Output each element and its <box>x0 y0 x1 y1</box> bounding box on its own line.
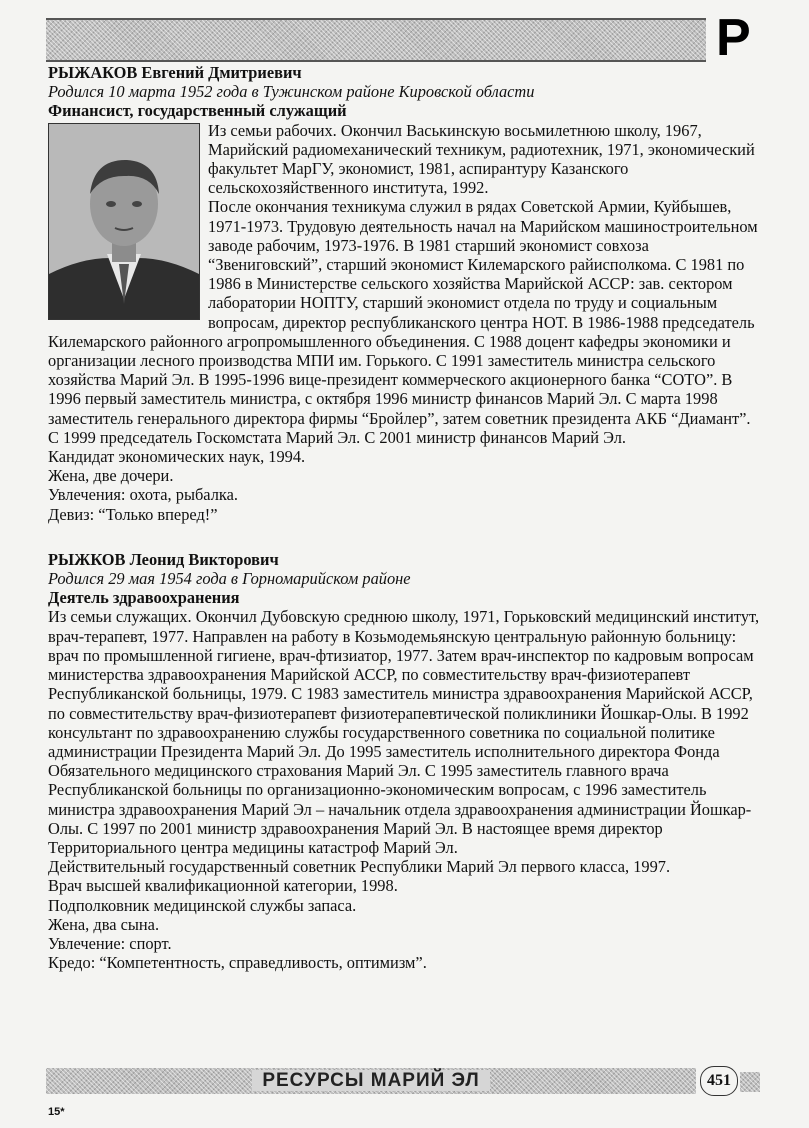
entry-title: Деятель здравоохранения <box>48 588 240 608</box>
entry-paragraph: Увлечение: спорт. <box>48 933 172 953</box>
entry-paragraph: Действительный государственный советник Республики Марий Эл первого класса, 1997. <box>48 857 671 877</box>
signature-mark: 15* <box>48 1106 65 1118</box>
entry-paragraph: Из семьи рабочих. Окончил Васькинскую восьмилетнюю школу, 1967, Марийский радиомеханический техникум, радиотехник, 1971, экономический факультет МарГУ, экономист, 1981, аспирантуру Казанского сельскохозяйственного института, 1992. <box>208 120 755 198</box>
portrait-photo <box>48 123 200 320</box>
page-content <box>48 63 760 972</box>
entry-ryzhakov <box>48 63 760 524</box>
entry-paragraph: Жена, две дочери. <box>48 466 174 486</box>
portrait-illustration <box>49 124 199 319</box>
entry-name: РЫЖКОВ Леонид Викторович <box>48 549 279 569</box>
entry-paragraph: Из семьи служащих. Окончил Дубовскую среднюю школу, 1971, Горьковский медицинский институт, врач-терапевт, 1977. Направлен на работу в Козьмодемьянскую центральную районную больницу: врач по промышленной гигиене, врач-фтизиатор, 1977. Затем врач-инспектор по кадровым вопросам министерства здравоохранения Марийской АССР, по совместительству врач-физиотерапевт Республиканской больницы, 1979. С 1983 заместитель министра здравоохранения Марийской АССР, по совместительству врач-физиотерапевт физиотерапевтической поликлиники Йошкар-Олы. В 1992 консультант по здравоохранению службы государственного советника по социальной политике администрации Президента Марий Эл. До 1995 заместитель исполнительного директора Фонда Обязательного медицинского страхования Марий Эл. С 1995 заместитель главного врача Республиканской больницы по организационно-экономическим вопросам, с 1996 заместитель министра здравоохранения Марий Эл – начальник отдела здравоохранения администрации Йошкар-Олы. С 1997 по 2001 министр здравоохранения Марий Эл. В настоящее время директор Территориального центра медицины катастроф Марий Эл. <box>48 607 760 857</box>
page-number: 451 <box>700 1066 738 1096</box>
entry-paragraph: Жена, два сына. <box>48 914 160 934</box>
entry-ryzhkov <box>48 550 760 972</box>
entry-name: РЫЖАКОВ Евгений Дмитриевич <box>48 63 302 82</box>
header-decorative-bar <box>46 18 706 62</box>
entry-paragraph: Кредо: “Компетентность, справедливость, оптимизм”. <box>48 953 427 973</box>
entry-paragraph: Кандидат экономических наук, 1994. <box>48 447 306 467</box>
entry-title: Финансист, государственный служащий <box>48 101 347 121</box>
entry-paragraph: Врач высшей квалификационной категории, 1998. <box>48 876 398 896</box>
footer-title <box>46 1068 696 1094</box>
entry-paragraph: После окончания техникума служил в рядах Советской Армии, Куйбышев, 1971-1973. Трудовую деятельность начал на Марийском машиностроительном заводе рабочим, 1973-1976. В 1981 старший экономист совхоза “Звениговский”, старший экономист Килемарского райисполкома. С 1981 по 1986 в Министерстве сельского хозяйства Марийской АССР: зав. сектором лаборатории НОПТУ, старший экономист отдела по труду и социальным вопросам, директор республиканского центра НОТ. В 1986-1988 председатель Килемарского районного агропромышленного объединения. С 1988 доцент кафедры экономики и организации лесного производства МПИ им. Горького. С 1991 заместитель министра сельского хозяйства Марий Эл. В 1995-1996 вице-президент коммерческого акционерного банка “СОТО”. В 1996 первый заместитель министра, с октября 1996 министр финансов Марий Эл. С марта 1998 заместитель генерального директора фирмы “Бройлер”, затем советник президента АКБ “Диамант”. С 1999 председатель Госкомстата Марий Эл. С 2001 министр финансов Марий Эл. <box>48 197 758 447</box>
entry-paragraph: Увлечения: охота, рыбалка. <box>48 485 238 505</box>
entry-birth: Родился 29 мая 1954 года в Горномарийском районе <box>48 569 411 589</box>
entry-paragraph: Подполковник медицинской службы запаса. <box>48 895 357 915</box>
section-letter: Р <box>716 9 751 67</box>
footer-decorative-bar <box>46 1068 696 1094</box>
entry-birth: Родился 10 марта 1952 года в Тужинском районе Кировской области <box>48 82 535 102</box>
footer-title-text: РЕСУРСЫ МАРИЙ ЭЛ <box>252 1070 489 1091</box>
footer-decorative-tail <box>740 1072 760 1092</box>
entry-paragraph: Девиз: “Только вперед!” <box>48 504 218 524</box>
